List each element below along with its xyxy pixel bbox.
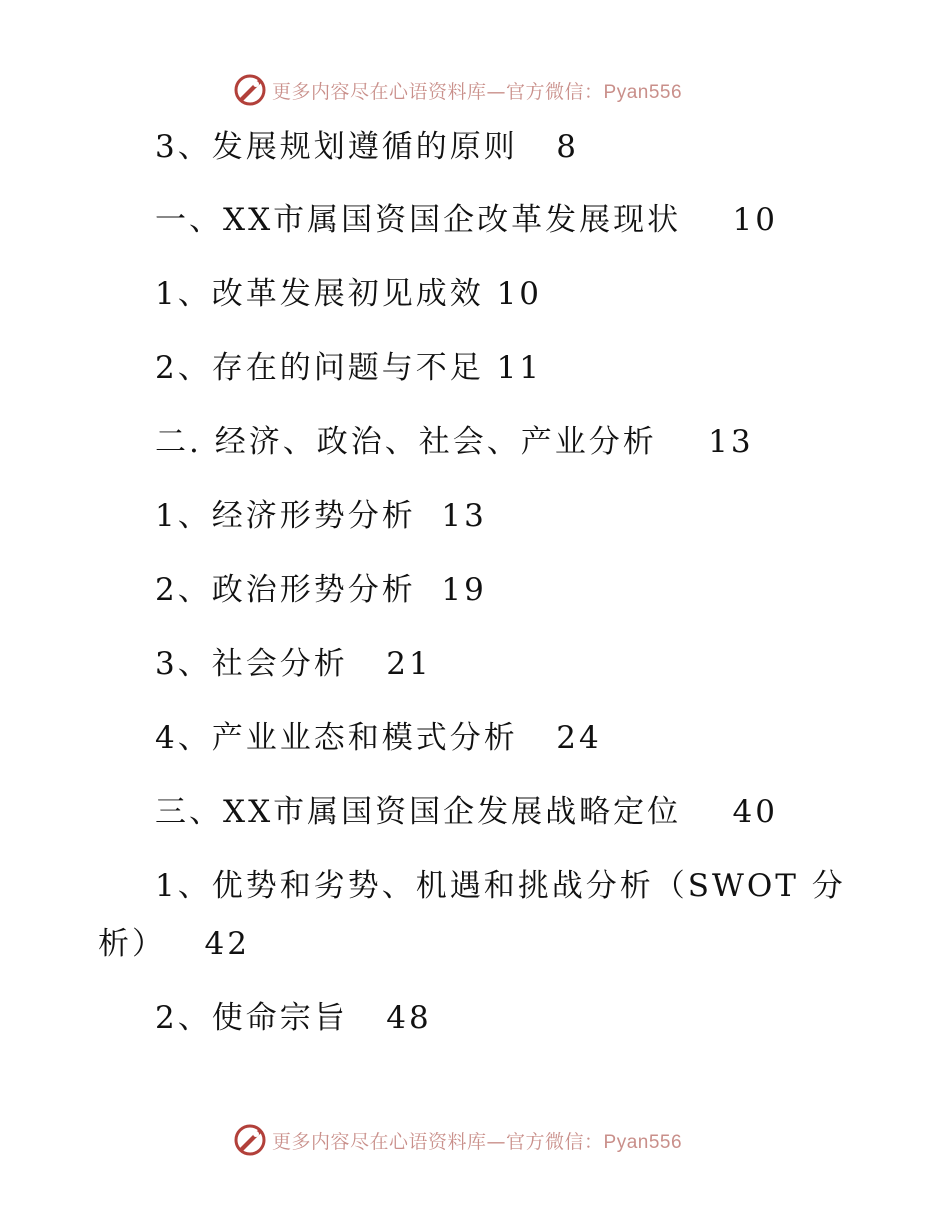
toc-entry: 3、发展规划遵循的原则 8 [155,129,580,165]
watermark-text: 更多内容尽在心语资料库—官方微信：Pyan556 [272,1130,683,1153]
watermark-text: 更多内容尽在心语资料库—官方微信：Pyan556 [272,80,683,103]
watermark-header [232,70,682,110]
toc-entry: 2、存在的问题与不足 11 [155,350,543,386]
logo-icon [232,1122,268,1158]
toc-entry: 1、改革发展初见成效 10 [155,276,543,312]
toc-entry: 二. 经济、政治、社会、产业分析 13 [155,424,754,460]
toc-entry: 一、XX市属国资国企改革发展现状 10 [155,202,778,238]
toc-entry: 1、经济形势分析 13 [155,498,487,534]
toc-entry: 2、使命宗旨 48 [155,1000,432,1036]
logo-icon [232,72,268,108]
toc-entry-continuation: 析） 42 [98,926,251,962]
toc-entry: 2、政治形势分析 19 [155,572,487,608]
toc-entry: 三、XX市属国资国企发展战略定位 40 [155,794,778,830]
toc-entry: 3、社会分析 21 [155,646,432,682]
toc-entry: 4、产业业态和模式分析 24 [155,720,602,756]
watermark-footer [232,1120,682,1160]
toc-entry: 1、优势和劣势、机遇和挑战分析（SWOT 分 [155,868,846,904]
